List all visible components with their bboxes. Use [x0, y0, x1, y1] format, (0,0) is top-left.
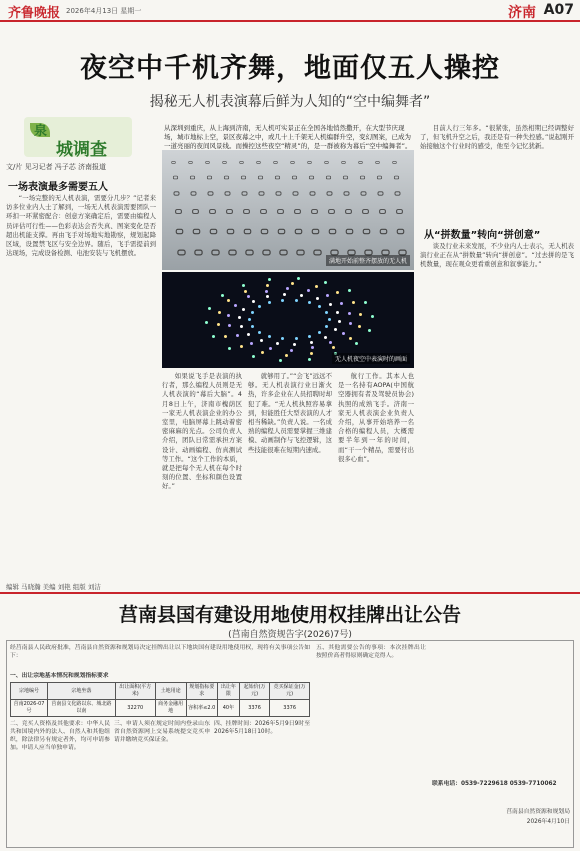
drone-shape — [296, 250, 304, 256]
drone-shape — [329, 229, 337, 234]
light-dot — [286, 287, 289, 290]
light-dot — [307, 289, 310, 292]
newspaper-logo: 齐鲁晚报 — [8, 6, 61, 21]
light-dot — [248, 318, 251, 321]
drone-shape — [312, 229, 320, 234]
light-dot — [242, 284, 245, 287]
drone-shape — [393, 175, 398, 179]
section-divider — [0, 592, 580, 594]
drone-shape — [279, 250, 287, 256]
notice-table-caption: 一、出让宗地基本情况和规划指标要求 — [10, 673, 109, 679]
light-dot — [242, 308, 245, 311]
light-dot — [285, 354, 288, 357]
drone-shape — [290, 161, 294, 164]
light-dot — [260, 339, 263, 342]
col5-text: 目前人行三年多。“很紧张，虽然相期已经调整好了，但飞机升空之后，我还是有一种失控感。”说起刚开始接触这个行业时的感受，他至今记忆犹新。 — [420, 124, 574, 151]
section-name: 济南 — [508, 5, 536, 21]
light-dot — [300, 294, 303, 297]
light-dot — [290, 349, 293, 352]
table-cell: 莒南县文化路以东、城北路以南 — [48, 700, 116, 717]
light-dot — [228, 324, 231, 327]
notice-title: 莒南县国有建设用地使用权挂牌出让公告 — [118, 604, 461, 626]
table-cell: 40年 — [217, 700, 239, 717]
light-dot — [224, 335, 227, 338]
light-dot — [328, 318, 331, 321]
light-dot — [348, 312, 351, 315]
drone-shape — [245, 250, 253, 256]
light-dot — [268, 301, 271, 304]
table-header-cell: 出让面积(平方米) — [115, 683, 155, 700]
drone-shape — [295, 229, 303, 234]
drone-shape — [362, 209, 369, 214]
drone-shape — [346, 229, 354, 234]
light-dot — [261, 351, 264, 354]
light-dot — [251, 325, 254, 328]
light-dot — [234, 304, 237, 307]
drone-shape — [262, 250, 270, 256]
drone-shape — [228, 250, 236, 256]
light-dot — [268, 335, 271, 338]
col4-text: 航行工作。其本人也是一名持有AOPA(中国航空器拥有者及驾驶员协会)执照的成熟飞手。济南一家无人机表演企业负责人介绍，从事开始培养一名合格的编程人员，大概需要半年到一年的时间，而“干一个精品，需要付出很多心血”。 — [338, 372, 414, 463]
drone-shape — [324, 161, 328, 164]
drone-shape — [395, 192, 401, 196]
drones-ground-photo — [162, 150, 414, 270]
drone-shape — [378, 192, 384, 196]
light-dot — [324, 281, 327, 284]
light-dot — [355, 342, 358, 345]
drone-shape — [239, 161, 243, 164]
light-dot — [315, 285, 318, 288]
drone-shape — [177, 250, 185, 256]
light-dot — [342, 332, 345, 335]
light-dot — [247, 333, 250, 336]
light-dot — [252, 300, 255, 303]
drone-shape — [226, 209, 233, 214]
drone-shape — [325, 175, 330, 179]
table-header-cell: 宗地坐落 — [48, 683, 116, 700]
drone-shape — [222, 161, 226, 164]
page-header — [0, 0, 580, 22]
light-dot — [228, 347, 231, 350]
drone-shape — [259, 192, 265, 196]
drone-shape — [242, 192, 248, 196]
drone-shape — [363, 229, 371, 234]
light-dot — [352, 301, 355, 304]
light-dot — [240, 325, 243, 328]
drone-shape — [225, 192, 231, 196]
drone-shape — [210, 229, 218, 234]
drone-shape — [257, 175, 262, 179]
drone-shape — [375, 161, 379, 164]
photo1-caption: 满地开始前整齐摆放的无人机 — [326, 255, 410, 266]
light-dot — [311, 346, 314, 349]
light-dot — [338, 320, 341, 323]
light-dot — [316, 297, 319, 300]
table-cell: 32270 — [115, 700, 155, 717]
notice-contact: 联系电话：0539-7229618 0539-7710062 — [432, 781, 557, 787]
light-dot — [236, 334, 239, 337]
article-subtitle: 揭秘无人机表演幕后鲜为人知的“空中编舞者” — [149, 94, 431, 110]
light-dot — [265, 290, 268, 293]
drone-shape — [294, 209, 301, 214]
light-dot — [325, 325, 328, 328]
light-dot — [329, 341, 332, 344]
light-dot — [227, 314, 230, 317]
light-dot — [212, 335, 215, 338]
light-dot — [276, 342, 279, 345]
light-dot — [258, 305, 261, 308]
light-dot — [205, 321, 208, 324]
drone-shape — [256, 161, 260, 164]
light-dot — [291, 282, 294, 285]
light-dot — [227, 299, 230, 302]
drone-shape — [274, 175, 279, 179]
issue-date: 2026年4月13日 星期一 — [66, 7, 142, 15]
light-dot — [349, 337, 352, 340]
light-dot — [279, 359, 282, 362]
light-dot — [218, 311, 221, 314]
drone-shape — [293, 192, 299, 196]
light-dot — [308, 301, 311, 304]
drone-shape — [261, 229, 269, 234]
drone-shape — [260, 209, 267, 214]
table-cell: 商务金融用地 — [155, 700, 186, 717]
drone-shape — [341, 161, 345, 164]
light-dot — [308, 335, 311, 338]
light-dot — [349, 322, 352, 325]
light-dot — [358, 325, 361, 328]
drone-shape — [208, 192, 214, 196]
light-dot — [240, 345, 243, 348]
light-dot — [247, 295, 250, 298]
col1-text: “一场完整的无人机表演，需要分几步？”记者来访多位业内人士了解到，一场无人机表演需要团队一环扣一环紧密配合：创意方案确定后，需要由编程人员评估可行性——色彩表达会否失真、图案变化是否超出机能支撑。再由飞手对场地实地勘察，规划起降区域，设置禁飞区与安全边界。随后，飞手需提前到达现场，完成设备检测、电池安装与飞机摆放。 — [6, 194, 156, 258]
light-dot — [217, 323, 220, 326]
light-dot — [244, 290, 247, 293]
drone-shape — [396, 209, 403, 214]
col5-text2: 谈及行业未来发展，不少业内人士表示，无人机表演行业正在从“拼数量”转向“拼创意”。“过去拼的是飞机数量，现在观众更看重创意和叙事能力。” — [420, 242, 574, 269]
drone-shape — [194, 250, 202, 256]
light-dot — [326, 294, 329, 297]
drone-shape — [227, 229, 235, 234]
light-dot — [250, 342, 253, 345]
drone-shape — [380, 229, 388, 234]
table-cell: 莒南2026-07号 — [11, 700, 48, 717]
drone-shape — [397, 229, 405, 234]
drone-shape — [243, 209, 250, 214]
page-number: A07 — [543, 2, 574, 18]
drone-shape — [175, 209, 182, 214]
col3-text: 就够用了。”“会飞”远远不够。无人机表演行业日渐火热，许多企业在人员招聘时却犯了难。“无人机执照容易拿到，但能胜任大型表演的人才相当稀缺。”负责人说。一名成熟的编程人员需要掌握三维建模、动画制作与飞控逻辑，这些技能很难在短期内速成。 — [248, 372, 332, 454]
light-dot — [281, 337, 284, 340]
light-dot — [221, 294, 224, 297]
light-dot — [329, 303, 332, 306]
light-dot — [266, 295, 269, 298]
light-dot — [325, 311, 328, 314]
light-dot — [336, 291, 339, 294]
drone-shape — [379, 209, 386, 214]
table-header-cell: 土地用途 — [155, 683, 186, 700]
drone-shape — [345, 209, 352, 214]
light-dot — [293, 343, 296, 346]
table-cell: 容积率≤2.0 — [186, 700, 217, 717]
light-dot — [348, 289, 351, 292]
table-header-cell: 宗地编号 — [11, 683, 48, 700]
light-dot — [308, 358, 311, 361]
drone-shape — [392, 161, 396, 164]
table-header-cell: 竞买保证金(万元) — [270, 683, 310, 700]
light-dot — [295, 337, 298, 340]
drone-shape — [188, 161, 192, 164]
light-dot — [268, 278, 271, 281]
drone-shape — [171, 161, 175, 164]
col1-heading: 一场表演最多需要五人 — [8, 182, 108, 193]
notice-section-2: 三、申请人须在规定时间内登录山东省自然资源网上交易系统提交竞买申请并缴纳竞买保证金。 — [114, 721, 210, 743]
notice-issue-date: 2026年4月10日 — [526, 819, 570, 825]
drone-shape — [358, 161, 362, 164]
drone-shape — [172, 175, 177, 179]
col5-heading: 从“拼数量”转向“拼创意” — [424, 230, 541, 241]
light-dot — [318, 305, 321, 308]
table-header-cell: 出让年限 — [217, 683, 239, 700]
drone-shape — [278, 229, 286, 234]
table-header-cell: 规划指标要求 — [186, 683, 217, 700]
drone-shape — [209, 209, 216, 214]
light-dot — [334, 328, 337, 331]
drone-shape — [191, 192, 197, 196]
drone-shape — [277, 209, 284, 214]
drone-shape — [276, 192, 282, 196]
col2-text: 如果说飞手是表演的执行者，那么编程人员则是无人机表演的“幕后大脑”。4月8日上午，济南市槐荫区一家无人机表演企业的办公室里，电脑屏幕上跳动着密密麻麻的光点。公司负责人介绍，团队日常需承担方案设计、动画编程、仿真测试等工作。“这个工作的本质，就是把每个无人机在每个时刻的位置、坐标和颜色设置好。” — [162, 372, 242, 491]
notice-section-1: 二、竞买人资格及其他要求：中华人民共和国境内外的法人、自然人和其他组织，除法律另有规定者外，均可申请参加。申请人应当单独申请。 — [10, 721, 110, 751]
light-dot — [208, 307, 211, 310]
light-dot — [364, 301, 367, 304]
drone-shape — [344, 192, 350, 196]
table-cell: 3376 — [270, 700, 310, 717]
light-dot — [318, 331, 321, 334]
notice-section-3: 四、挂牌时间：2026年5月9日9时至2026年5月18日10时。 — [214, 721, 310, 735]
drone-shape — [327, 192, 333, 196]
badge-line2: 城调查 — [56, 140, 107, 160]
light-dot — [252, 355, 255, 358]
light-dot — [297, 277, 300, 280]
drone-shape — [307, 161, 311, 164]
column-badge — [24, 117, 132, 160]
drone-shape — [205, 161, 209, 164]
drone-shape — [240, 175, 245, 179]
drone-shape — [376, 175, 381, 179]
light-dot — [283, 293, 286, 296]
byline: 文/片 见习记者 冯子芯 济南报道 — [6, 163, 107, 171]
badge-line1: 泉 — [34, 124, 48, 139]
drone-shape — [223, 175, 228, 179]
drone-shape — [273, 161, 277, 164]
notice-intro: 经莒南县人民政府批准，莒南县自然资源和规划局决定挂牌出让以下地块国有建设用地使用权，现将有关事项公告如下： — [10, 645, 310, 659]
drone-show-photo — [162, 272, 414, 368]
light-dot — [371, 315, 374, 318]
drone-shape — [189, 175, 194, 179]
notice-subtitle: (莒南自然资规告字(2026)7号) — [228, 630, 352, 640]
table-header-cell: 起始价(万元) — [239, 683, 269, 700]
drone-shape — [244, 229, 252, 234]
light-dot — [336, 311, 339, 314]
drone-shape — [211, 250, 219, 256]
light-dot — [368, 329, 371, 332]
article-title: 夜空中千机齐舞，地面仅五人操控 — [80, 53, 500, 84]
light-dot — [238, 316, 241, 319]
notice-section-4: 五、其他需要公告的事项：本次挂牌出让按照价高者得原则确定竞得人。 — [316, 645, 426, 659]
drone-shape — [176, 229, 184, 234]
drone-shape — [192, 209, 199, 214]
drone-shape — [342, 175, 347, 179]
drone-shape — [328, 209, 335, 214]
drone-shape — [193, 229, 201, 234]
drone-shape — [359, 175, 364, 179]
light-dot — [340, 302, 343, 305]
table-cell: 3376 — [239, 700, 269, 717]
light-dot — [359, 313, 362, 316]
drone-shape — [361, 192, 367, 196]
land-table — [10, 682, 310, 717]
light-dot — [310, 352, 313, 355]
light-dot — [251, 311, 254, 314]
table-row — [11, 700, 310, 717]
light-dot — [281, 299, 284, 302]
drone-shape — [313, 250, 321, 256]
light-dot — [295, 299, 298, 302]
light-dot — [258, 331, 261, 334]
drone-shape — [308, 175, 313, 179]
photo-caption: 从深圳到重庆，从上海到济南，无人机可实景正在全国各地悄然撒开，在大型节庆现场，城市地标上空，景区夜幕之中，或几十上千架无人机编群升空，变幻图案，已成为一道亮丽的夜间风景线。而操控这些夜空“精灵”的，是一群被称为幕后“空中编舞者”。 — [164, 124, 412, 150]
light-dot — [332, 346, 335, 349]
drone-shape — [311, 209, 318, 214]
drone-shape — [174, 192, 180, 196]
drone-shape — [310, 192, 316, 196]
light-dot — [266, 284, 269, 287]
light-dot — [310, 341, 313, 344]
drone-shape — [291, 175, 296, 179]
photo2-caption: 无人机夜空中表演时的画面 — [332, 353, 410, 364]
light-dot — [324, 336, 327, 339]
light-dot — [269, 347, 272, 350]
editor-credits: 编辑 马晓瀚 美编 刘艳 组版 刘洁 — [6, 583, 101, 591]
notice-issuer: 莒南县自然资源和规划局 — [506, 809, 570, 815]
drone-shape — [206, 175, 211, 179]
